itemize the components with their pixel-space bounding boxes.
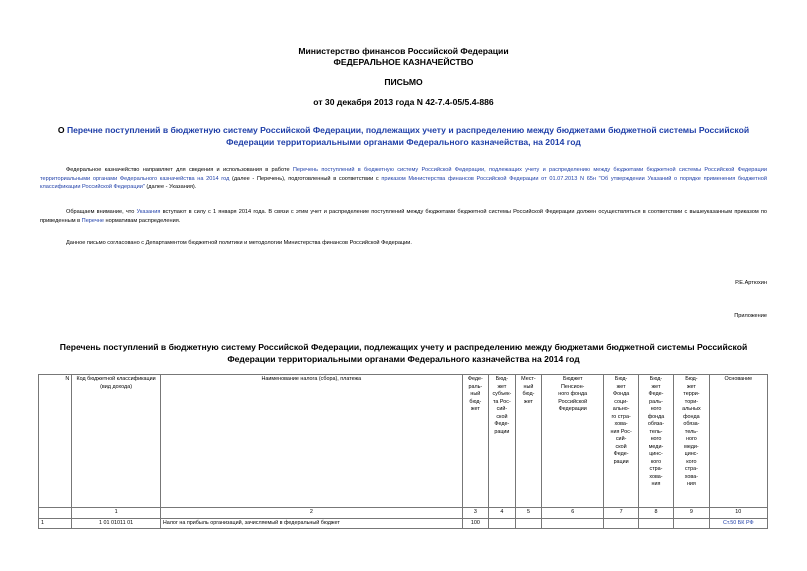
header-pension: Бюджет Пенсион- ного фонда Российской Федерации bbox=[541, 375, 603, 508]
header-name: Наименование налога (сбора), платежа bbox=[160, 375, 462, 508]
row-fed-medical bbox=[638, 518, 673, 529]
column-number: 7 bbox=[604, 508, 638, 519]
paragraph-2 bbox=[40, 208, 767, 225]
row-federal: 100 bbox=[462, 518, 488, 529]
row-pension bbox=[541, 518, 603, 529]
list-short-link[interactable]: Перечне bbox=[81, 217, 104, 224]
header-terr-medical: Бюд- жет терри- тори- альных фонда обяза- тель- ного меди- цинс- кого стра- хова- ния bbox=[674, 375, 709, 508]
header-basis: Основание bbox=[709, 375, 767, 508]
row-social bbox=[604, 518, 638, 529]
signer-name: Р.Е.Артюхин bbox=[735, 280, 767, 286]
basis-link[interactable]: Ст.50 БК РФ bbox=[723, 519, 754, 526]
document-date-number: от 30 декабря 2013 года N 42-7.4-05/5.4-886 bbox=[313, 97, 494, 107]
row-name: Налог на прибыль организаций, зачисляемый в федеральный бюджет bbox=[160, 518, 462, 529]
column-number: 9 bbox=[674, 508, 709, 519]
list-title: Перечень поступлений в бюджетную систему Российской Федерации, подлежащих учету и распределению между бюджетами бюджетной системы Российской Федерации территориальными органами Федерального казначейства на 2014 год bbox=[59, 342, 748, 364]
table-header-row bbox=[39, 375, 768, 508]
column-number: 10 bbox=[709, 508, 767, 519]
column-number: 5 bbox=[515, 508, 541, 519]
header-federal: Феде- раль- ный бюд- жет bbox=[462, 375, 488, 508]
header-local: Мест- ный бюд- жет bbox=[515, 375, 541, 508]
column-numbers-row bbox=[39, 508, 768, 519]
column-number: 4 bbox=[488, 508, 515, 519]
column-number bbox=[39, 508, 72, 519]
ministry-name: Министерство финансов Российской Федерации bbox=[298, 46, 509, 56]
column-number: 1 bbox=[72, 508, 161, 519]
header-social: Бюд- жет Фонда соци- ально- го стра- хова- ния Рос- сий- ской Феде- рации bbox=[604, 375, 638, 508]
column-number: 2 bbox=[160, 508, 462, 519]
paragraph-2-text-c: нормативам распределения. bbox=[103, 217, 181, 224]
row-terr-medical bbox=[674, 518, 709, 529]
paragraph-1-text-a: Федеральное казначейство направляет для сведения и использования в работе bbox=[66, 167, 293, 173]
paragraph-2-text-b: вступают в силу с 1 января 2014 года. В связи с этим учет и распределение поступлений между бюджетами бюджетной системы Российской Федерации должен осуществляться в соответствии с вышеуказанным приказом по приведенным в bbox=[40, 209, 767, 224]
column-number: 8 bbox=[638, 508, 673, 519]
header-fed-medical: Бюд- жет Феде- раль- ного фонда обяза- тель- ного меди- цинс- кого стра- хова- ния bbox=[638, 375, 673, 508]
order-link[interactable]: приказом Министерства финансов Российской Федерации от 01.07.2013 N 65н "Об утверждении Указаний о порядке применения бюджетной классификации Российской Федерации" bbox=[40, 175, 767, 191]
paragraph-1-text-c: (далее - Указания). bbox=[144, 184, 197, 191]
document-type: ПИСЬМО bbox=[384, 77, 423, 87]
table-row bbox=[39, 518, 768, 529]
column-number: 6 bbox=[541, 508, 603, 519]
row-local bbox=[515, 518, 541, 529]
document-title bbox=[40, 125, 767, 148]
row-n: 1 bbox=[39, 518, 72, 529]
agency-name: ФЕДЕРАЛЬНОЕ КАЗНАЧЕЙСТВО bbox=[333, 57, 474, 67]
header-regional: Бюд- жет субъек- та Рос- сий- ской Феде- рации bbox=[488, 375, 515, 508]
row-regional bbox=[488, 518, 515, 529]
revenue-table bbox=[38, 374, 768, 529]
paragraph-1-text-b: (далее - Перечень), подготовленный в соответствии с bbox=[229, 175, 382, 182]
paragraph-2-text-a: Обращаем внимание, что bbox=[66, 209, 137, 215]
row-code: 1 01 01011 01 bbox=[72, 518, 161, 529]
annex-label: Приложение bbox=[734, 313, 767, 319]
paragraph-1 bbox=[40, 166, 767, 192]
header-n: N bbox=[39, 375, 72, 508]
list-link[interactable]: Перечень поступлений в бюджетную систему Российской Федерации, подлежащих учету и распределению между бюджетами бюджетной системы Российской Федерации территориальными органами Федерального казначейства на 2014 год bbox=[40, 167, 767, 182]
title-link[interactable]: Перечне поступлений в бюджетную систему Российской Федерации, подлежащих учету и распределению между бюджетами бюджетной системы Российской Федерации территориальными органами Федерального казначейства, на 2014 год bbox=[66, 125, 750, 147]
column-number: 3 bbox=[462, 508, 488, 519]
paragraph-3: Данное письмо согласовано с Департаментом бюджетной политики и методологии Министерства финансов Российской Федерации. bbox=[66, 240, 412, 246]
instructions-link[interactable]: Указания bbox=[136, 209, 161, 215]
row-basis bbox=[709, 518, 767, 529]
header-code: Код бюджетной классификации (вид дохода) bbox=[72, 375, 161, 508]
title-prefix: О bbox=[57, 125, 67, 135]
